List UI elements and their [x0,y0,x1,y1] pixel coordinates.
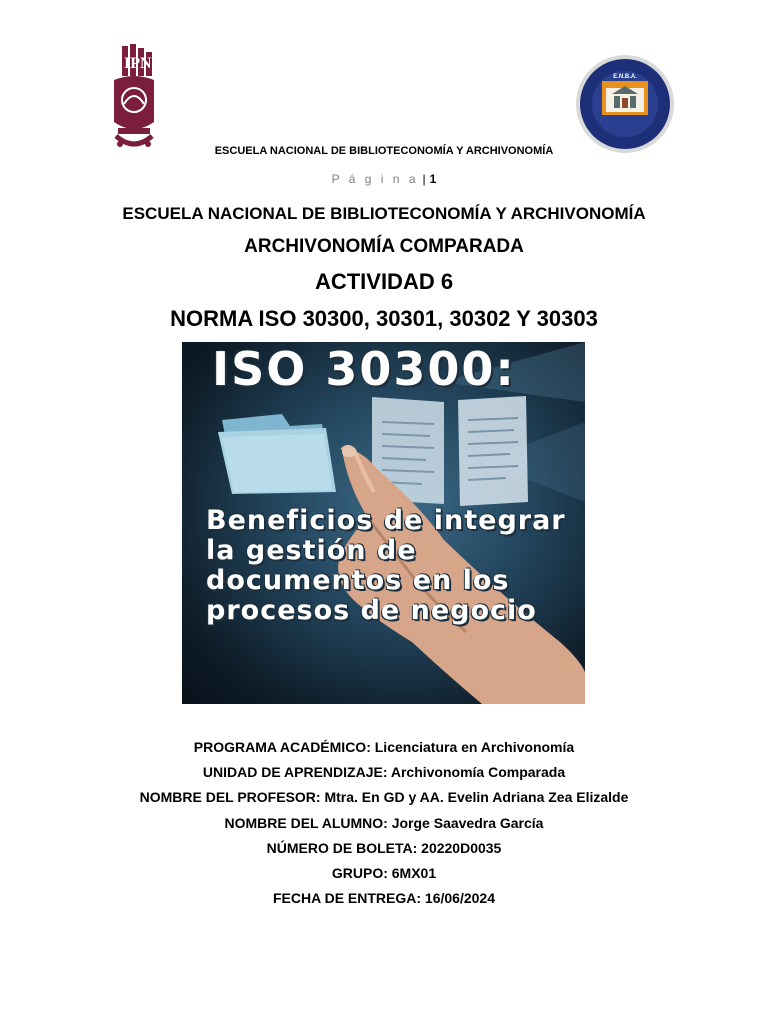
info-fecha: FECHA DE ENTREGA: 16/06/2024 [273,890,495,906]
cover-subtitle: Beneficios de integrar la gestión de documentos en los procesos de negocio [206,505,566,626]
page-number-line [0,172,768,186]
ipn-logo [110,44,158,154]
svg-text:IPN: IPN [124,55,152,72]
info-profesor: NOMBRE DEL PROFESOR: Mtra. En GD y AA. Evelin Adriana Zea Elizalde [139,789,629,805]
cover-image [182,342,585,704]
info-programa: PROGRAMA ACADÉMICO: Licenciatura en Archivonomía [193,739,575,755]
info-alumno: NOMBRE DEL ALUMNO: Jorge Saavedra García [224,815,544,831]
document-activity-title: ACTIVIDAD 6 [314,269,454,294]
document-topic-title: NORMA ISO 30300, 30301, 30302 Y 30303 [170,306,598,331]
info-boleta: NÚMERO DE BOLETA: 20220D0035 [266,840,502,856]
page-separator: | [422,172,426,186]
document-subject-title: ARCHIVONOMÍA COMPARADA [244,236,524,257]
info-unidad: UNIDAD DE APRENDIZAJE: Archivonomía Comparada [202,764,566,780]
page-label: P á g i n a [331,172,419,186]
enba-logo-text: E.N.B.A. [613,74,637,80]
info-grupo: GRUPO: 6MX01 [331,865,437,881]
header-school-name: ESCUELA NACIONAL DE BIBLIOTECONOMÍA Y ARCHIVONOMÍA [214,145,554,157]
page-number: 1 [429,172,437,186]
cover-headline: ISO 30300: [212,342,516,396]
document-school-title: ESCUELA NACIONAL DE BIBLIOTECONOMÍA Y ARCHIVONOMÍA [122,204,646,223]
enba-logo [572,54,678,154]
